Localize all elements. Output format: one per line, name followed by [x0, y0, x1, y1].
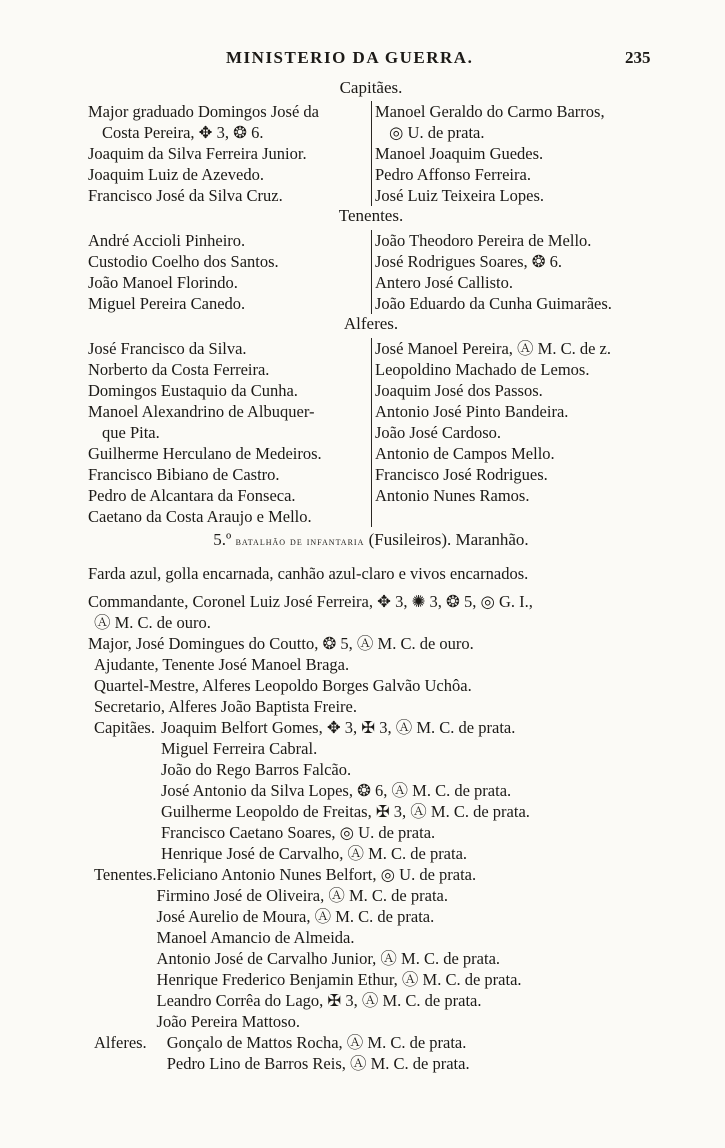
capitaes-names [155, 717, 530, 864]
list-item: João Pereira Mattoso. [156, 1012, 300, 1031]
list-item: Antonio José de Carvalho Junior, Ⓐ M. C. de prata. [156, 949, 501, 968]
list-item: Joaquim da Silva Ferreira Junior. [88, 144, 307, 163]
officers-list [88, 591, 668, 1074]
major-line: Major, José Domingues do Coutto, ❂ 5, Ⓐ M. C. de ouro. [88, 634, 474, 653]
capitaes-block [88, 717, 668, 864]
list-item: Gonçalo de Mattos Rocha, Ⓐ M. C. de prata. [166, 1033, 467, 1052]
page-header [0, 48, 725, 74]
list-item: José Luiz Teixeira Lopes. [375, 186, 544, 205]
list-item: Pedro de Alcantara da Fonseca. [88, 486, 296, 505]
alferes-right-column [371, 338, 660, 527]
list-item: Antonio Nunes Ramos. [375, 486, 530, 505]
capitaes-right-column [371, 101, 660, 206]
list-item: José Manoel Pereira, Ⓐ M. C. de z. [375, 339, 611, 358]
list-item: Costa Pereira, ✥ 3, ❂ 6. [102, 123, 264, 142]
list-item: Antonio de Campos Mello. [375, 444, 555, 463]
commandante-continuation: Ⓐ M. C. de ouro. [94, 613, 211, 632]
alferes-names [147, 1032, 470, 1074]
page-number: 235 [625, 48, 651, 67]
list-item: Feliciano Antonio Nunes Belfort, ◎ U. de prata. [156, 865, 477, 884]
tenentes-block [88, 864, 668, 1032]
list-item: Manoel Amancio de Almeida. [156, 928, 355, 947]
capitaes-label: Capitães. [94, 718, 155, 737]
list-item: Leopoldino Machado de Lemos. [375, 360, 590, 379]
list-item: Caetano da Costa Araujo e Mello. [88, 507, 312, 526]
list-item: Leandro Corrêa do Lago, ✠ 3, Ⓐ M. C. de prata. [156, 991, 482, 1010]
alferes-heading: Alferes. [343, 314, 399, 333]
battalion-heading [88, 530, 654, 550]
quartel-mestre-line: Quartel-Mestre, Alferes Leopoldo Borges Galvão Uchôa. [94, 676, 472, 695]
battalion-number: 5.º [213, 530, 232, 549]
list-item: João do Rego Barros Falcão. [160, 760, 352, 779]
tenentes-names [157, 864, 522, 1032]
list-item: Major graduado Domingos José da [88, 102, 319, 121]
capitaes-heading: Capitães. [339, 78, 403, 97]
secretario-line: Secretario, Alferes João Baptista Freire. [94, 697, 357, 716]
list-item: Miguel Ferreira Cabral. [160, 739, 318, 758]
list-item: Francisco Bibiano de Castro. [88, 465, 280, 484]
list-item: João Eduardo da Cunha Guimarães. [375, 294, 612, 313]
tenentes-label: Tenentes. [94, 865, 157, 884]
alferes-label: Alferes. [94, 1033, 147, 1052]
list-item: Henrique José de Carvalho, Ⓐ M. C. de prata. [160, 844, 468, 863]
list-item: Antero José Callisto. [375, 273, 513, 292]
list-item: Francisco José Rodrigues. [375, 465, 548, 484]
list-item: Francisco Caetano Soares, ◎ U. de prata. [160, 823, 436, 842]
list-item: Manoel Geraldo do Carmo Barros, [375, 102, 605, 121]
list-item: Norberto da Costa Ferreira. [88, 360, 270, 379]
list-item: Miguel Pereira Canedo. [88, 294, 246, 313]
list-item: José Antonio da Silva Lopes, ❂ 6, Ⓐ M. C. de prata. [160, 781, 512, 800]
list-item: André Accioli Pinheiro. [88, 231, 246, 250]
commandante-line: Commandante, Coronel Luiz José Ferreira, ✥ 3, ✺ 3, ❂ 5, ◎ G. I., [88, 592, 533, 611]
list-item: Domingos Eustaquio da Cunha. [88, 381, 298, 400]
list-item: Antonio José Pinto Bandeira. [375, 402, 569, 421]
list-item: João Theodoro Pereira de Mello. [375, 231, 592, 250]
list-item: Pedro Lino de Barros Reis, Ⓐ M. C. de prata. [166, 1054, 470, 1073]
battalion-qualifier: (Fusileiros). Maranhão. [368, 530, 529, 549]
tenentes-right-column [371, 230, 660, 314]
list-item: Guilherme Herculano de Medeiros. [88, 444, 322, 463]
list-item: Joaquim José dos Passos. [375, 381, 543, 400]
list-item: Custodio Coelho dos Santos. [88, 252, 279, 271]
tenentes-heading: Tenentes. [338, 206, 404, 225]
list-item: João José Cardoso. [375, 423, 502, 442]
uniform-description: Farda azul, golla encarnada, canhão azul-claro e vivos encarnados. [88, 564, 529, 583]
list-item: Joaquim Belfort Gomes, ✥ 3, ✠ 3, Ⓐ M. C. de prata. [160, 718, 516, 737]
list-item: Firmino José de Oliveira, Ⓐ M. C. de prata. [156, 886, 448, 905]
list-item: José Francisco da Silva. [88, 339, 247, 358]
list-item: João Manoel Florindo. [88, 273, 238, 292]
list-item: Manoel Alexandrino de Albuquer- [88, 402, 315, 421]
list-item: José Rodrigues Soares, ❂ 6. [375, 252, 563, 271]
list-item: Manoel Joaquim Guedes. [375, 144, 544, 163]
list-item: Joaquim Luiz de Azevedo. [88, 165, 264, 184]
battalion-name: batalhão de infantaria [235, 534, 365, 548]
list-item: Guilherme Leopoldo de Freitas, ✠ 3, Ⓐ M. C. de prata. [160, 802, 530, 821]
list-item: que Pita. [102, 423, 160, 442]
list-item: ◎ U. de prata. [389, 123, 485, 142]
list-item: Francisco José da Silva Cruz. [88, 186, 283, 205]
list-item: Henrique Frederico Benjamin Ethur, Ⓐ M. C. de prata. [156, 970, 522, 989]
tenentes-columns [88, 230, 660, 314]
capitaes-left-column [88, 101, 371, 206]
ajudante-line: Ajudante, Tenente José Manoel Braga. [94, 655, 350, 674]
tenentes-left-column [88, 230, 371, 314]
alferes-columns [88, 338, 660, 527]
alferes-block [88, 1032, 668, 1074]
alferes-left-column [88, 338, 371, 527]
list-item: José Aurelio de Moura, Ⓐ M. C. de prata. [156, 907, 435, 926]
running-title: MINISTERIO DA GUERRA. [226, 48, 474, 67]
capitaes-columns [88, 101, 660, 206]
list-item: Pedro Affonso Ferreira. [375, 165, 531, 184]
